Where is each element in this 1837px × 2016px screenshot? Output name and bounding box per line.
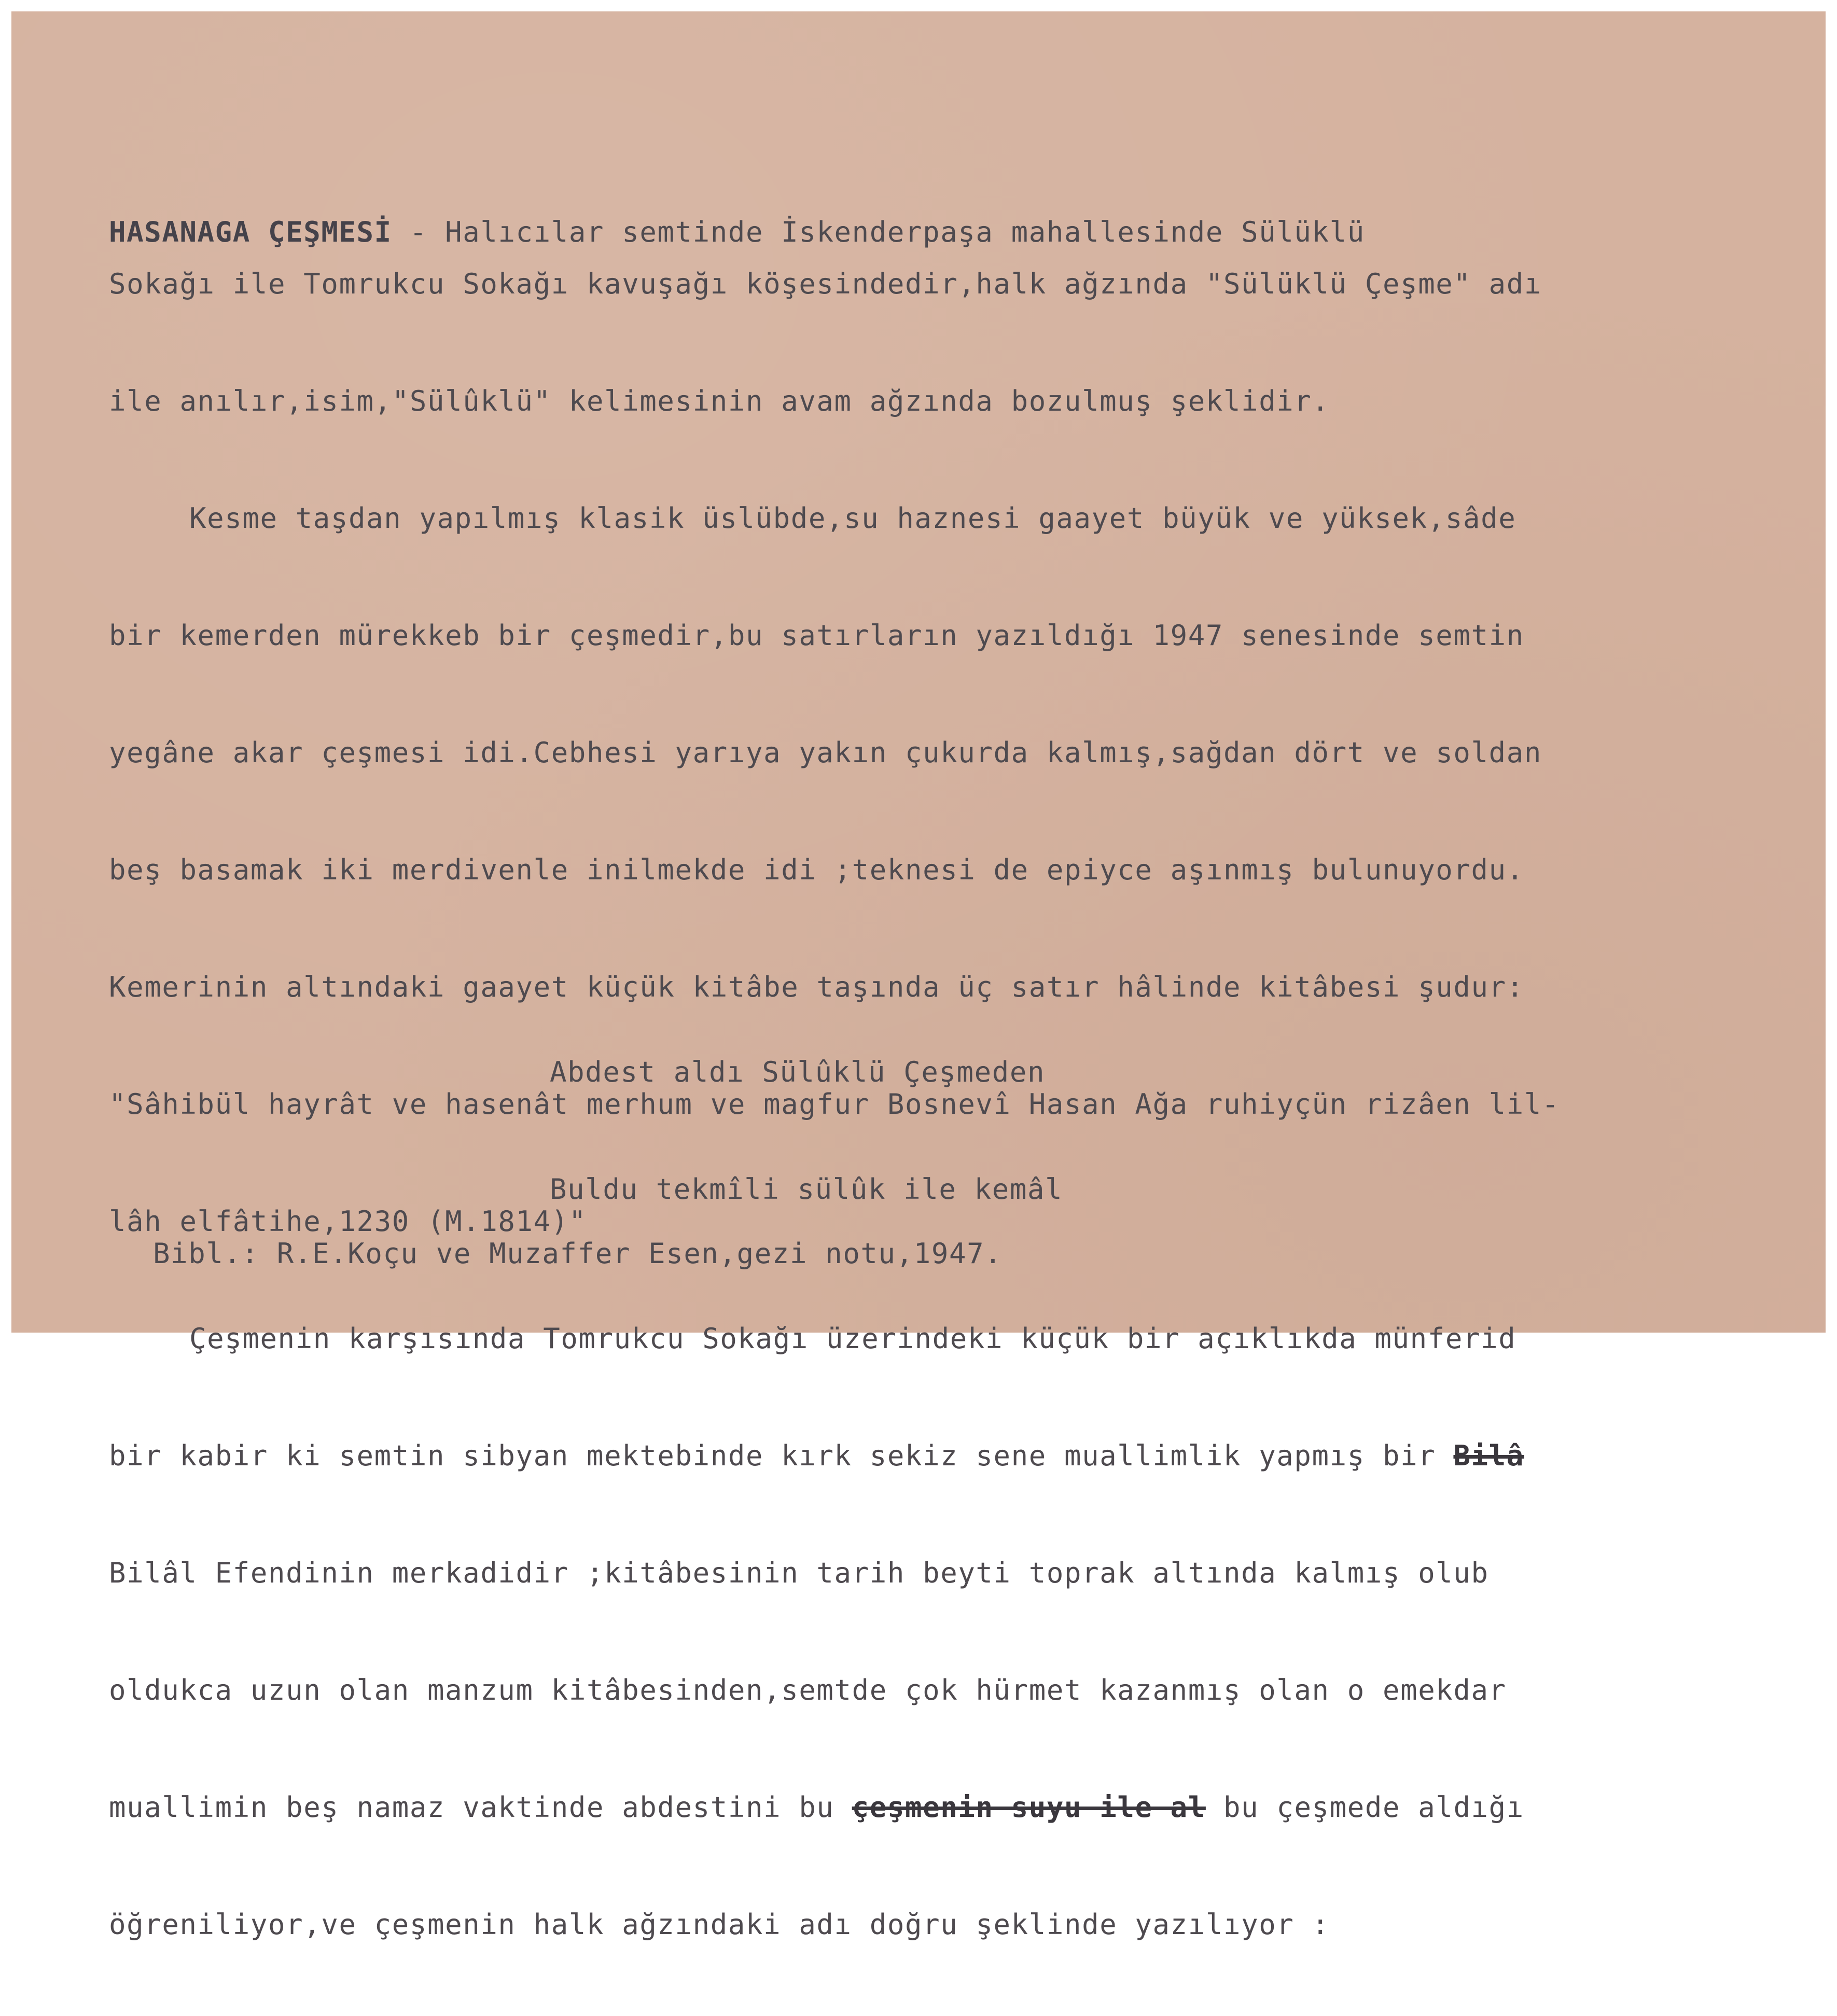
text-line-2: Sokağı ile Tomrukcu Sokağı kavuşağı köşesindedir,halk ağzında "Sülüklü Çeşme" adı [109,268,1542,300]
text-line-6: yegâne akar çeşmesi idi.Cebhesi yarıya yakın çukurda kalmış,sağdan dört ve soldan [109,736,1542,769]
text-line-1-content: - Halıcılar semtinde İskenderpaşa mahallesinde Sülüklü [392,216,1365,248]
struck-text-line-15: çeşmenin suyu ile al [852,1791,1206,1824]
text-line-10: lâh elfâtihe,1230 (M.1814)" [109,1205,587,1238]
text-line-5: bir kemerden mürekkeb bir çeşmedir,bu satırların yazıldığı 1947 senesinde semtin [109,619,1524,652]
text-line-4 [109,493,1560,544]
text-line-11-content: Çeşmenin karşısında Tomrukcu Sokağı üzerindeki küçük bir açıklıkda münferid [189,1322,1516,1355]
verse-line-2: Buldu tekmîli sülûk ile kemâl [550,1173,1063,1206]
text-line-7: beş basamak iki merdivenle inilmekde idi ;teknesi de epiyce aşınmış bulunuyordu. [109,853,1524,886]
text-line-15-content: muallimin beş namaz vaktinde abdestini bu [109,1791,834,1824]
text-line-14: oldukca uzun olan manzum kitâbesinden,semtde çok hürmet kazanmış olan o emekdar [109,1674,1507,1706]
text-line-13: Bilâl Efendinin merkadidir ;kitâbesinin tarih beyti toprak altında kalmış olub [109,1557,1489,1589]
text-line-8: Kemerinin altındaki gaayet küçük kitâbe taşında üç satır hâlinde kitâbesi şudur: [109,971,1524,1003]
text-line-3: ile anılır,isim,"Sülûklü" kelimesinin avam ağzında bozulmuş şeklidir. [109,385,1330,417]
text-line-16: öğreniliyor,ve çeşmenin halk ağzındaki adı doğru şeklinde yazılıyor : [109,1908,1330,1941]
heading-title: HASANAGA ÇEŞMESİ [109,216,392,248]
text-line-12 [109,1430,1560,1482]
verse-line-1: Abdest aldı Sülûklü Çeşmeden [550,1056,1046,1088]
index-card [11,11,1826,1941]
text-line-15-rest: bu çeşmede aldığı [1205,1791,1524,1824]
bibliography-line: Bibl.: R.E.Koçu ve Muzaffer Esen,gezi notu,1947. [153,1237,1003,1270]
text-line-15 [109,1782,1560,1833]
text-line-9: "Sâhibül hayrât ve hasenât merhum ve magfur Bosnevî Hasan Ağa ruhiyçün rizâen lil- [109,1088,1560,1121]
text-line-4-content: Kesme taşdan yapılmış klasik üslübde,su haznesi gaayet büyük ve yüksek,sâde [189,502,1516,535]
bibliography-block [153,1163,1002,1345]
struck-text-line-12: Bilâ [1453,1439,1524,1472]
text-line-12-content: bir kabir ki semtin sibyan mektebinde kırk sekiz sene muallimlik yapmış bir [109,1439,1436,1472]
